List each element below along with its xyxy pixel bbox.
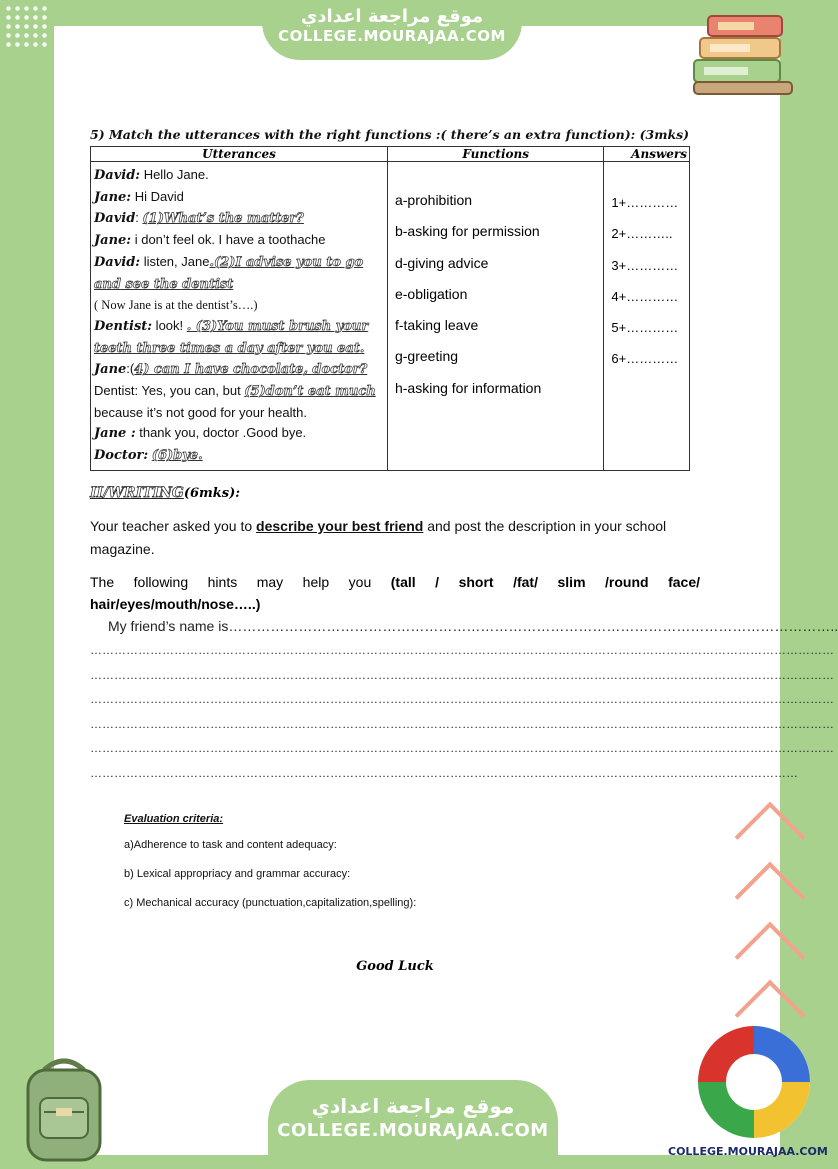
- speaker-name: Jane:: [94, 233, 132, 249]
- dialogue-line: [94, 359, 384, 381]
- narration-text: ( Now Jane is at the dentist’s….): [94, 298, 258, 313]
- writing-heading-title: II/WRITING: [90, 484, 184, 501]
- utterances-cell: [91, 162, 388, 471]
- function-option: h-asking for information: [394, 379, 542, 396]
- speaker-name: David: [94, 211, 136, 227]
- bottom-banner: [268, 1080, 558, 1169]
- answers-cell: [604, 162, 690, 471]
- answer-blank[interactable]: 4+…………: [611, 288, 679, 304]
- dialogue-line: [94, 252, 384, 295]
- evaluation-criteria: [124, 813, 700, 909]
- utterance-text: :: [135, 210, 143, 226]
- function-option: g-greeting: [394, 348, 459, 365]
- writing-line[interactable]: ……………………………………………………………………………………………………………………………………………………………………: [90, 716, 834, 731]
- task-text: Your teacher asked you to: [90, 517, 257, 534]
- writing-line[interactable]: ……………………………………………………………………………………………………………………………………………………………………: [90, 692, 834, 707]
- speaker-name: Doctor:: [94, 448, 149, 464]
- dialogue-line: [94, 316, 384, 359]
- left-frame: [0, 0, 54, 1169]
- function-option: e-obligation: [394, 285, 468, 302]
- top-banner-site[interactable]: COLLEGE.MOURAJAA.COM: [278, 27, 506, 45]
- evaluation-item: c) Mechanical accuracy (punctuation,capitalization,spelling):: [124, 897, 417, 910]
- numbered-utterance: (1)What’s the matter?: [142, 211, 304, 227]
- dot-pattern-decoration: [4, 4, 50, 50]
- top-banner-arabic: موقع مراجعة اعدادي: [300, 6, 484, 27]
- dialogue: [92, 163, 386, 469]
- speaker-name: David:: [94, 168, 141, 183]
- speaker-name: Jane: [94, 362, 127, 378]
- friend-name-line[interactable]: My friend’s name is…………………………………………………………………………………………………………………..: [108, 617, 838, 634]
- header-functions: Functions: [387, 147, 603, 162]
- backpack-icon: [14, 1052, 114, 1164]
- task-emphasis: describe your best friend: [256, 517, 424, 534]
- writing-heading-marks: (6mks):: [183, 485, 241, 501]
- writing-hints-continued: hair/eyes/mouth/nose…..): [90, 595, 261, 612]
- matching-table: [90, 146, 690, 471]
- speaker-name: Jane:: [94, 189, 132, 205]
- subjects-wheel-logo: [694, 1022, 814, 1140]
- utterance-text: thank you, doctor .Good bye.: [135, 425, 307, 441]
- dialogue-line: [94, 295, 384, 316]
- speaker-name: David:: [94, 254, 141, 270]
- utterance-text: i don’t feel ok. I have a toothache: [131, 232, 326, 248]
- utterance-text: Dentist: Yes, you can, but: [94, 383, 245, 399]
- functions-cell: [387, 162, 603, 471]
- dialogue-line: [94, 230, 384, 252]
- dotted-lines[interactable]: [90, 638, 834, 785]
- header-answers: Answers: [604, 147, 690, 162]
- speaker-name: Jane :: [94, 426, 136, 442]
- writing-line[interactable]: ……………………………………………………………………………………………………………………………………………………………: [90, 765, 798, 780]
- answer-blank[interactable]: 2+………..: [611, 226, 673, 242]
- function-option: d-giving advice: [394, 254, 489, 271]
- numbered-utterance: .(2)I advise you to go and see the dentist: [94, 254, 364, 292]
- dialogue-line: [94, 381, 384, 423]
- writing-line[interactable]: ……………………………………………………………………………………………………………………………………………………………………: [90, 741, 834, 756]
- function-option: f-taking leave: [394, 317, 479, 334]
- answers-list: [605, 163, 688, 375]
- writing-hints: [90, 571, 700, 594]
- top-banner: [262, 0, 522, 60]
- footer-site-logo-text[interactable]: COLLEGE.MOURAJAA.COM: [668, 1145, 828, 1158]
- dialogue-line: [94, 423, 384, 445]
- utterance-text: because it’s not good for your health.: [94, 404, 307, 420]
- writing-task: [90, 515, 700, 561]
- hints-intro: The following hints may help you: [90, 573, 391, 590]
- numbered-utterance: . (3)You must brush your teeth three times a day after you eat.: [94, 318, 369, 356]
- writing-line[interactable]: ……………………………………………………………………………………………………………………………………………………………………: [90, 667, 834, 682]
- utterance-text: Hi David: [131, 188, 184, 204]
- hints-list: (tall / short /fat/ slim /round face/: [390, 573, 700, 590]
- functions-list: [389, 163, 602, 404]
- utterance-text: :(: [126, 361, 135, 377]
- writing-heading: [90, 485, 700, 501]
- utterance-text: listen, Jane: [140, 253, 210, 269]
- writing-line[interactable]: ……………………………………………………………………………………………………………………………………………………………………: [90, 643, 834, 658]
- evaluation-item: b) Lexical appropriacy and grammar accuracy:: [124, 868, 351, 881]
- answer-blank[interactable]: 6+…………: [611, 351, 679, 367]
- answer-blank[interactable]: 3+…………: [611, 257, 679, 273]
- function-option: a-prohibition: [394, 192, 473, 208]
- books-icon: [692, 10, 802, 98]
- good-luck: Good Luck: [356, 959, 434, 975]
- dialogue-line: [94, 165, 384, 187]
- numbered-utterance: (6)bye.: [151, 448, 203, 464]
- dialogue-line: [94, 445, 384, 467]
- bottom-banner-site[interactable]: COLLEGE.MOURAJAA.COM: [277, 1120, 549, 1141]
- numbered-utterance: (5)don’t eat much: [244, 384, 376, 400]
- bottom-banner-arabic: موقع مراجعة اعدادي: [311, 1094, 515, 1118]
- answer-blank[interactable]: 5+…………: [611, 320, 679, 336]
- task-text-end: and post the description in your school magazine.: [90, 517, 667, 557]
- utterance-text: Hello Jane.: [140, 167, 209, 182]
- utterance-text: look!: [152, 317, 187, 333]
- question-5-title: 5) Match the utterances with the right functions :( there’s an extra function): (3mks): [90, 127, 690, 142]
- dialogue-line: [94, 187, 384, 209]
- function-option: b-asking for permission: [394, 223, 540, 240]
- answer-blank[interactable]: 1+…………: [611, 195, 679, 210]
- writing-area[interactable]: [90, 614, 838, 786]
- speaker-name: Dentist:: [94, 318, 153, 334]
- header-utterances: Utterances: [91, 147, 388, 162]
- evaluation-item: a)Adherence to task and content adequacy:: [124, 839, 337, 852]
- worksheet-content: [90, 126, 838, 975]
- dialogue-line: [94, 208, 384, 230]
- numbered-utterance: 4) can I have chocolate, doctor?: [134, 362, 368, 378]
- evaluation-title: Evaluation criteria:: [124, 813, 224, 826]
